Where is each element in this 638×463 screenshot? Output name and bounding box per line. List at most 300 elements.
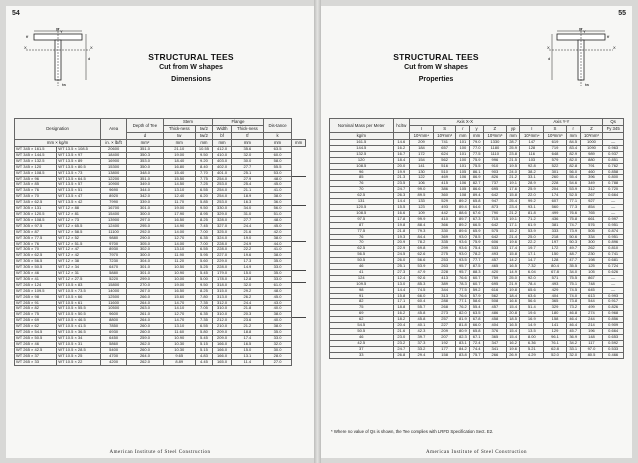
table-cell: 108 (456, 193, 470, 199)
table-cell: 6.36 (520, 340, 544, 346)
page-subtitle: Cut from W shapes (159, 64, 223, 71)
table-cell: 37.3 (410, 340, 434, 346)
table-cell: 310.0 (213, 306, 232, 312)
table-cell: — (603, 199, 624, 205)
table-cell: 301.0 (127, 271, 164, 277)
table-cell: 469 (433, 175, 456, 181)
designation-cell: WT 345 × 108.5 (15, 170, 57, 176)
table-cell: 253 (433, 258, 456, 264)
table-cell: 16700 (101, 206, 127, 212)
table-cell: 299.0 (127, 276, 164, 282)
table-cell: 27.7 (231, 217, 263, 223)
table-cell: 329 (544, 305, 567, 311)
designation-cell: WT 345 × 144.5 (15, 152, 57, 158)
table-cell: 910 (484, 163, 507, 169)
table-cell: 53.0 (263, 170, 291, 176)
table-cell: 54.5 (330, 323, 394, 329)
col-flange: Flange (213, 119, 264, 126)
table-cell: 274 (580, 311, 603, 317)
table-cell: 348.0 (127, 170, 164, 176)
table-cell: 4700 (101, 353, 127, 359)
table-cell: 54.6 (566, 181, 580, 187)
table-cell: 23.4 (506, 204, 520, 210)
designation-cell: WT 265 × 42.5 (15, 347, 57, 353)
table-cell: 46 (330, 334, 394, 340)
table-cell: 58.0 (263, 158, 291, 164)
table-cell: 318.0 (213, 282, 232, 288)
table-cell: 108.5 (330, 210, 394, 216)
table-cell: 85.3 (410, 281, 434, 287)
table-cell: 38.2 (520, 169, 544, 175)
table-cell: 42.0 (263, 229, 291, 235)
table-cell: 35.0 (263, 259, 291, 265)
table-cell: 0.724 (603, 264, 624, 270)
table-cell: 33.1 (520, 175, 544, 181)
table-cell: 106 (456, 175, 470, 181)
table-cell: 120.5 (330, 204, 394, 210)
table-cell: 486 (484, 311, 507, 317)
table-cell: 21.8 (231, 306, 263, 312)
table-cell: 410 (433, 216, 456, 222)
table-cell: 351.0 (127, 147, 164, 153)
table-cell: 78.2 (470, 252, 484, 258)
table-cell: 16.6 (393, 210, 410, 216)
table-cell: 402.0 (213, 164, 232, 170)
table-cell: 15800 (101, 282, 127, 288)
designation-cell: WT 305 × 120.5 (15, 211, 57, 217)
table-cell: 228.0 (213, 241, 232, 247)
table-cell: 465 (484, 264, 507, 270)
table-cell: 15.5 (393, 204, 410, 210)
table-cell: 77.1 (456, 299, 470, 305)
table-cell: 97.5 (330, 216, 394, 222)
page-subtitle-2: Properties (418, 76, 454, 83)
table-cell: 76 (330, 181, 394, 187)
table-cell: 19.1 (506, 181, 520, 187)
table-cell: 106 (456, 181, 470, 187)
table-cell: 66.5 (470, 222, 484, 228)
table-cell: 0.963 (603, 145, 624, 151)
table-cell: 18.4 (393, 157, 410, 163)
designation-cell: WT 12 × 42 (57, 253, 101, 259)
table-cell: 78.2 (410, 240, 434, 246)
table-cell: — (603, 287, 624, 293)
designation-cell: WT 10.5 × 28.5 (57, 347, 101, 353)
table-cell: 166.0 (213, 353, 232, 359)
table-cell: 508 (484, 299, 507, 305)
table-cell: 19.6 (506, 240, 520, 246)
unit-cell: in. × lb/ft (101, 140, 127, 147)
table-cell: 18.5 (506, 317, 520, 323)
table-cell: 290.0 (127, 235, 164, 241)
table-cell: 8.25 (195, 288, 212, 294)
table-cell: 38.0 (263, 235, 291, 241)
table-cell: 330 (433, 228, 456, 234)
table-cell: 27.7 (231, 164, 263, 170)
table-cell: 28.9 (520, 181, 544, 187)
col-hc-tw: hc/tw (393, 119, 410, 133)
table-cell: 0.851 (603, 157, 624, 163)
table-cell: 41 (330, 269, 394, 275)
table-cell: 180 (544, 311, 567, 317)
table-cell: 78.4 (520, 281, 544, 287)
table-cell: 442 (433, 210, 456, 216)
unit-cell: mm (263, 140, 291, 147)
table-cell: 81.9 (456, 317, 470, 323)
table-cell: 21.10 (163, 147, 195, 153)
table-cell: 48.7 (566, 252, 580, 258)
table-cell: 12500 (101, 294, 127, 300)
table-cell: 369 (433, 234, 456, 240)
table-cell: 5.00 (195, 276, 212, 282)
table-cell: 0.826 (603, 305, 624, 311)
unit-cell: mm (566, 133, 580, 140)
table-cell: 360 (433, 193, 456, 199)
col-half-tw: tw/2 (195, 126, 212, 133)
designation-cell: WT 305 × 108.5 (15, 217, 57, 223)
table-cell: 144.5 (330, 145, 394, 151)
page-number: 55 (618, 10, 626, 17)
table-cell: 38.0 (263, 312, 291, 318)
table-cell: 533 (484, 246, 507, 252)
table-cell: 73.2 (566, 305, 580, 311)
table-cell: 67.1 (470, 334, 484, 340)
table-cell: 42.5 (330, 340, 394, 346)
table-cell: 33.2 (410, 346, 434, 352)
table-cell: 128 (544, 258, 567, 264)
table-cell: — (603, 210, 624, 216)
table-cell: 70 (330, 240, 394, 246)
table-cell: 25.4 (231, 182, 263, 188)
table-cell: 9700 (101, 241, 127, 247)
table-cell: 84.2 (456, 346, 470, 352)
table-cell: 172 (410, 151, 434, 157)
table-cell: 33.0 (263, 265, 291, 271)
table-cell: 5.60 (195, 259, 212, 265)
table-cell: 9.50 (195, 282, 212, 288)
designation-cell: WT 265 × 54.5 (15, 330, 57, 336)
table-cell: 132.5 (330, 151, 394, 157)
table-cell: 301 (544, 169, 567, 175)
table-cell: 14.7 (520, 258, 544, 264)
table-cell: 46.8 (566, 311, 580, 317)
designation-cell: WT 12 × 47 (57, 247, 101, 253)
table-cell: 109.5 (330, 281, 394, 287)
table-cell: 21.8 (393, 228, 410, 234)
table-cell: 89.2 (456, 222, 470, 228)
table-cell: 5880 (101, 271, 127, 277)
table-cell: 93.6 (456, 246, 470, 252)
table-cell: 129 (544, 329, 567, 335)
designation-cell: WT 12 × 31 (57, 271, 101, 277)
col-tw2-sym: tw/2 (195, 133, 212, 140)
table-cell: 19.6 (231, 253, 263, 259)
table-cell: 27.3 (393, 269, 410, 275)
table-cell: 17.4 (231, 336, 263, 342)
table-cell: 313 (433, 293, 456, 299)
table-cell: 339.0 (127, 200, 164, 206)
table-cell: 84.5 (566, 140, 580, 146)
table-cell: 61.0 (263, 282, 291, 288)
table-cell: 14000 (101, 288, 127, 294)
unit-cell: 10⁶mm⁴ (520, 133, 544, 140)
table-cell: 0.917 (603, 299, 624, 305)
table-cell: 82.3 (456, 334, 470, 340)
table-cell: 18.8 (231, 330, 263, 336)
table-cell: 1330 (484, 140, 507, 146)
table-cell: 5.45 (195, 271, 212, 277)
table-cell: 18.40 (163, 158, 195, 164)
table-cell: 315.0 (213, 288, 232, 294)
table-cell: 903 (484, 169, 507, 175)
table-cell: 16.5 (506, 264, 520, 270)
table-cell: 15.8 (506, 193, 520, 199)
table-cell: 275 (433, 252, 456, 258)
d-label: d (548, 56, 551, 61)
table-cell: 19.3 (393, 234, 410, 240)
col-d-sym: d (127, 133, 164, 140)
table-cell: 172 (544, 246, 567, 252)
table-cell: 695 (484, 187, 507, 193)
designation-cell: WT 12 × 65.5 (57, 223, 101, 229)
table-cell: 14.00 (163, 241, 195, 247)
table-cell: 75.1 (566, 281, 580, 287)
table-cell: 19.8 (506, 287, 520, 293)
table-cell: 165.0 (213, 359, 232, 365)
table-cell: 209.0 (213, 336, 232, 342)
table-cell: 75.8 (566, 216, 580, 222)
designation-cell: WT 265 × 50.5 (15, 336, 57, 342)
table-cell: 150 (544, 252, 567, 258)
table-cell: 19.9 (393, 169, 410, 175)
table-cell: 65.8 (470, 199, 484, 205)
col-qs: Qs (603, 119, 624, 126)
page-title: STRUCTURAL TEES (148, 52, 234, 62)
table-cell: 36.9 (566, 334, 580, 340)
table-cell: 11.70 (163, 200, 195, 206)
table-cell: 404 (544, 293, 567, 299)
table-cell: 21.3 (393, 175, 410, 181)
table-cell: 5.85 (195, 200, 212, 206)
table-cell: 67.8 (544, 269, 567, 275)
table-cell: 88.6 (456, 210, 470, 216)
table-cell: 499 (580, 305, 603, 311)
table-cell: 737 (484, 181, 507, 187)
table-cell: 24.4 (231, 223, 263, 229)
table-cell: 695 (484, 281, 507, 287)
table-cell: 69 (330, 311, 394, 317)
table-cell: 46.4 (566, 323, 580, 329)
unit-cell: mm (506, 133, 520, 140)
table-cell: 7.00 (195, 241, 212, 247)
table-cell: 60.7 (470, 275, 484, 281)
table-cell: 82.9 (566, 151, 580, 157)
tf-label: tf (607, 34, 610, 39)
table-cell: 22.9 (393, 246, 410, 252)
table-cell: 10.90 (163, 271, 195, 277)
table-cell: 0.896 (603, 240, 624, 246)
table-cell: 657 (433, 145, 456, 151)
table-cell: 41.0 (263, 188, 291, 194)
table-cell: 15.4 (506, 305, 520, 311)
table-cell: 6450 (101, 336, 127, 342)
table-cell: 325.0 (213, 229, 232, 235)
table-cell: 10.50 (163, 265, 195, 271)
column-header: I (520, 126, 544, 133)
table-cell: 227 (433, 323, 456, 329)
table-cell: 254.0 (213, 194, 232, 200)
table-cell: 8.89 (163, 359, 195, 365)
table-cell: 7.45 (195, 223, 212, 229)
table-cell: 81.8 (456, 323, 470, 329)
table-cell: 141 (544, 323, 567, 329)
table-cell: 741 (433, 140, 456, 146)
table-cell: 7.00 (195, 229, 212, 235)
table-cell: 5.15 (195, 347, 212, 353)
table-cell: 12200 (101, 176, 127, 182)
table-cell: 579 (544, 157, 567, 163)
table-cell: 0.997 (603, 216, 624, 222)
table-cell: 7.35 (195, 300, 212, 306)
table-cell: 99.0 (410, 187, 434, 193)
table-cell: 17.3 (231, 259, 263, 265)
table-cell: 69.8 (410, 246, 434, 252)
table-row (15, 359, 306, 365)
table-cell: 661 (580, 216, 603, 222)
table-cell: 313.0 (213, 294, 232, 300)
table-cell: 17.1 (393, 299, 410, 305)
unit-cell: mm (292, 140, 306, 147)
table-cell: 13.1 (231, 353, 263, 359)
table-cell: 93.1 (520, 204, 544, 210)
table-cell: 7.70 (195, 170, 212, 176)
table-cell: 76.2 (456, 305, 470, 311)
table-cell: 209.0 (213, 330, 232, 336)
unit-cell: 10³mm³ (544, 133, 567, 140)
table-cell: 95.7 (456, 264, 470, 270)
designation-cell: WT 10.5 × 34 (57, 336, 101, 342)
table-cell: 77.3 (566, 204, 580, 210)
table-cell: 302.0 (127, 247, 164, 253)
table-cell: 60.4 (410, 299, 434, 305)
table-cell: 21.6 (393, 329, 410, 335)
table-cell: 75.9 (470, 157, 484, 163)
table-cell: 89.5 (410, 193, 434, 199)
table-cell: 158 (433, 352, 456, 358)
table-cell: 89.4 (470, 193, 484, 199)
table-cell: 11.90 (163, 253, 195, 259)
table-cell: 5.21 (520, 346, 544, 352)
table-cell: 35.0 (263, 271, 291, 277)
table-cell: 161.5 (330, 140, 394, 146)
table-cell: 18.9 (231, 194, 263, 200)
table-cell: 105 (456, 187, 470, 193)
table-cell: 262.0 (127, 341, 164, 347)
table-cell: 5.95 (195, 253, 212, 259)
table-cell: 15.60 (163, 294, 195, 300)
table-cell: 60.7 (470, 281, 484, 287)
table-cell: 33 (330, 352, 394, 358)
designation-cell: WT 265 × 33 (15, 359, 57, 365)
table-cell: 52.0 (544, 352, 567, 358)
table-cell: 227.0 (213, 253, 232, 259)
table-cell: 109 (410, 210, 434, 216)
table-cell: 29.4 (410, 352, 434, 358)
table-cell: 123 (410, 204, 434, 210)
table-cell: 606 (484, 240, 507, 246)
table-cell: 330.0 (213, 206, 232, 212)
designation-cell: WT 265 × 37 (15, 353, 57, 359)
table-cell: 48.0 (263, 217, 291, 223)
table-cell: 7.35 (195, 318, 212, 324)
table-cell: 259.0 (127, 336, 164, 342)
table-cell: 83.1 (456, 340, 470, 346)
designation-cell: WT 305 × 50.5 (15, 265, 57, 271)
table-cell: 5.45 (195, 336, 212, 342)
table-cell: 48.0 (263, 288, 291, 294)
table-cell: 386 (433, 187, 456, 193)
table-cell: 80.9 (456, 329, 470, 335)
table-cell: 16.9 (520, 317, 544, 323)
table-cell: 324.0 (213, 235, 232, 241)
table-cell: 4200 (101, 359, 127, 365)
table-cell: 645 (580, 287, 603, 293)
table-cell: 14.9 (231, 265, 263, 271)
column-header: y (470, 126, 484, 133)
table-cell: 34.0 (566, 269, 580, 275)
table-cell: 6.55 (195, 324, 212, 330)
table-cell: 28.7 (506, 140, 520, 146)
x-label: X (547, 45, 550, 50)
table-cell: 82.8 (566, 163, 580, 169)
table-cell: 16.5 (506, 323, 520, 329)
table-cell: 166.0 (213, 341, 232, 347)
table-cell: 92.0 (520, 275, 544, 281)
designation-cell: WT 265 × 82 (15, 306, 57, 312)
book-gutter (314, 0, 321, 463)
designation-cell: WT 345 × 96 (15, 176, 57, 182)
designation-cell: WT 305 × 41 (15, 276, 57, 282)
table-cell: 174 (544, 193, 567, 199)
designation-cell: WT 10.5 × 66 (57, 294, 101, 300)
table-cell: 16.80 (163, 164, 195, 170)
table-cell: 412.0 (213, 147, 232, 153)
table-cell: 11.60 (163, 330, 195, 336)
table-cell: 344.0 (127, 188, 164, 194)
unit-cell: 10³mm³ (433, 133, 456, 140)
table-cell: 75.7 (470, 352, 484, 358)
x-label: X (24, 45, 27, 50)
table-cell: 147 (520, 140, 544, 146)
table-cell: 83.4 (566, 145, 580, 151)
table-cell: 62.5 (330, 246, 394, 252)
table-cell: 19.00 (163, 152, 195, 158)
col-designation: Designation (15, 119, 101, 140)
table-cell: 292.0 (127, 229, 164, 235)
table-cell: 192 (433, 340, 456, 346)
table-cell: 7990 (101, 200, 127, 206)
table-cell: 328.0 (213, 217, 232, 223)
table-cell: 14.70 (163, 300, 195, 306)
table-cell: 78.5 (470, 234, 484, 240)
table-cell: — (603, 140, 624, 146)
table-cell: 493 (433, 204, 456, 210)
col-area: Area (101, 119, 127, 140)
column-header: S (544, 126, 567, 133)
table-cell: 305.0 (127, 241, 164, 247)
x-label-right: X (613, 45, 616, 50)
table-cell: 273 (433, 311, 456, 317)
